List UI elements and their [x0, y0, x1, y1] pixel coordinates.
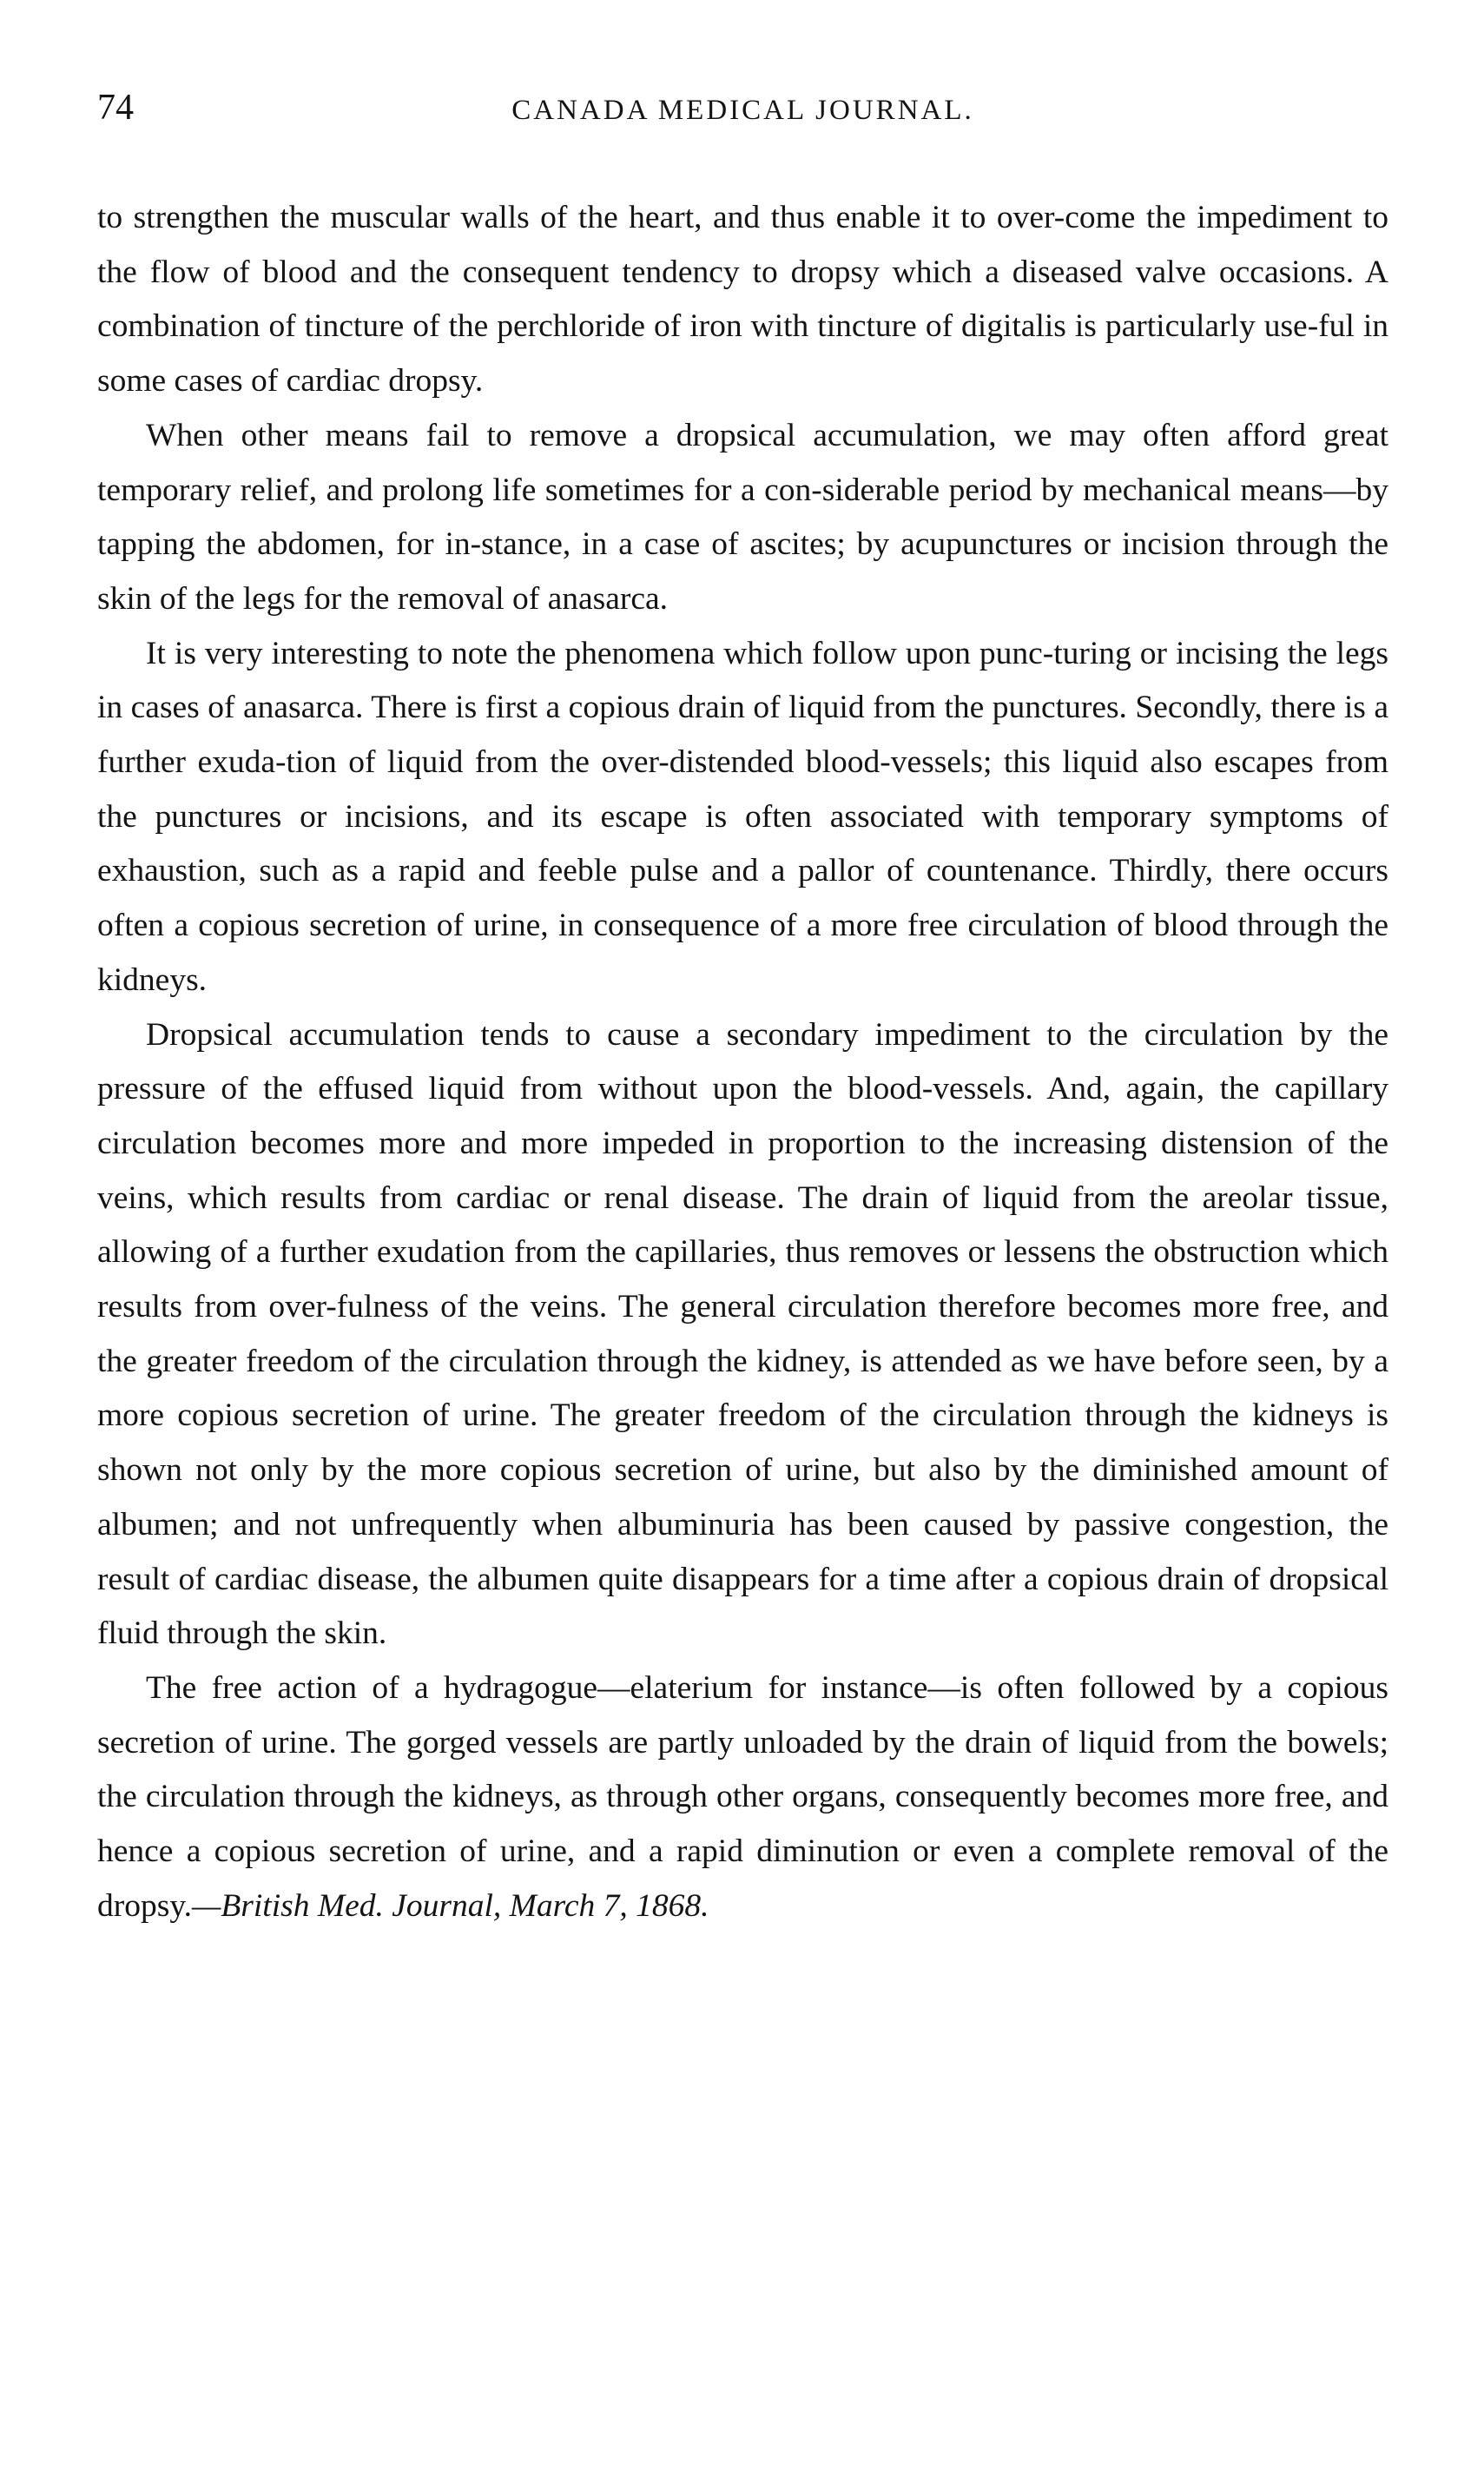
journal-title: CANADA MEDICAL JOURNAL. — [511, 95, 974, 126]
paragraph-2: When other means fail to remove a dropsical accumulation, we may often afford great temporary relief, and prolong life sometimes for a con-siderable period by mechanical means—by tapping the abdomen, for in-stance, in a case of ascites; by acupunctures or incision through the skin of the legs for the removal of anasarca. — [97, 417, 1388, 617]
paragraph-3: It is very interesting to note the phenomena which follow upon punc-turing or incising the legs in cases of anasarca. There is first a copious drain of liquid from the punctures. Secondly, there is a further exuda-tion of liquid from the over-distended blood-vessels; this liquid also escapes from the punctures or incisions, and its escape is often associated with temporary symptoms of exhaustion, such as a rapid and feeble pulse and a pallor of countenance. Thirdly, there occurs often a copious secretion of urine, in consequence of a more free circulation of blood through the kidneys. — [97, 635, 1388, 998]
source-citation: —British Med. Journal, March 7, 1868. — [192, 1887, 709, 1924]
paragraph-1: to strengthen the muscular walls of the heart, and thus enable it to over-come the impediment to the flow of blood and the consequent tendency to dropsy which a diseased valve occasions. A combination of tincture of the perchloride of iron with tincture of digitalis is particularly use-ful in some cases of cardiac dropsy. — [97, 200, 1388, 400]
paragraph-5 — [97, 1662, 1388, 1934]
running-head — [97, 87, 1388, 139]
paragraph-5-text: The free action of a hydragogue—elaterium for instance—is often followed by a copious secretion of urine. The gorged vessels are partly unloaded by the drain of liquid from the bowels; the circulation through the kidneys, as through other organs, consequently becomes more free, and hence a copious secretion of urine, and a rapid diminution or even a complete removal of the dropsy. — [97, 1669, 1388, 1924]
page-number: 74 — [97, 88, 134, 128]
article-body — [97, 191, 1388, 1934]
paragraph-4: Dropsical accumulation tends to cause a secondary impediment to the circulation by the pressure of the effused liquid from without upon the blood-vessels. And, again, the capillary circulation becomes more and more impeded in proportion to the increasing distension of the veins, which results from cardiac or renal disease. The drain of liquid from the areolar tissue, allowing of a further exudation from the capillaries, thus removes or lessens the obstruction which results from over-fulness of the veins. The general circulation therefore becomes more free, and the greater freedom of the circulation through the kidney, is attended as we have before seen, by a more copious secretion of urine. The greater freedom of the circulation through the kidneys is shown not only by the more copious secretion of urine, but also by the diminished amount of albumen; and not unfrequently when albuminuria has been caused by passive congestion, the result of cardiac disease, the albumen quite disappears for a time after a copious drain of dropsical fluid through the skin. — [97, 1016, 1388, 1652]
